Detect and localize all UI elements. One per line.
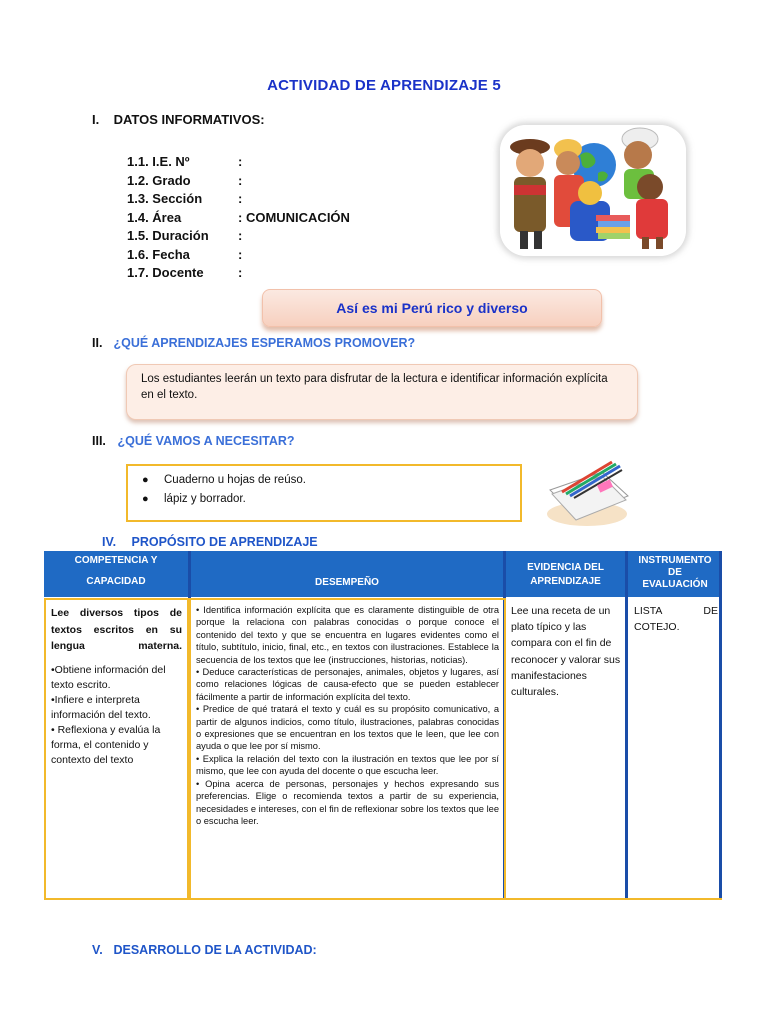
- dato-ie: [127, 153, 350, 172]
- learning-goal-box: Los estudiantes leerán un texto para disfrutar de la lectura e identificar información explícita en el texto.: [126, 364, 638, 420]
- section-label: ¿QUÉ VAMOS A NECESITAR?: [117, 434, 295, 448]
- section-number: IV.: [102, 535, 117, 549]
- header-text: COMPETENCIA Y: [74, 555, 158, 566]
- section-datos-heading: [92, 112, 265, 127]
- section-desarrollo-heading: [92, 943, 317, 957]
- dato-label: 1.3. Sección: [127, 191, 203, 206]
- capacidad-item: •Infiere e interpreta información del texto.: [51, 693, 151, 721]
- bullet-icon: ●: [142, 493, 149, 505]
- dato-value: :: [238, 246, 243, 262]
- section-number: V.: [92, 943, 103, 957]
- desempeno-item: • Deduce características de personajes, animales, objetos y lugares, así como relaciones lógicas de causa-efecto que se pueden establecer fácilmente a partir de información explícita del texto.: [196, 667, 499, 702]
- activity-title-banner: Así es mi Perú rico y diverso: [262, 289, 602, 327]
- header-text: EVIDENCIA DEL APRENDIZAJE: [527, 562, 604, 587]
- desempeno-item: • Predice de qué tratará el texto y cuál es su propósito comunicativo, a partir de algunos indicios, como título, ilustraciones, palabras conocidas o expresiones que se encuentran en los textos que le leen, que lee con ayuda o que lee por sí mismo.: [196, 704, 499, 752]
- section-aprendizajes-heading: [92, 336, 415, 350]
- dato-label: 1.1. I.E. Nº: [127, 154, 190, 169]
- header-desempeno: [191, 551, 503, 597]
- section-number: I.: [92, 112, 100, 127]
- header-competencia: [44, 551, 188, 597]
- header-text: DESEMPEÑO: [315, 577, 379, 588]
- header-text: DE: [668, 567, 682, 578]
- competencia-text: Lee diversos tipos de textos escritos en su lengua materna.: [51, 607, 182, 652]
- desempeno-item: • Opina acerca de personas, personajes y hechos expresando sus preferencias. Elige o recomienda textos a partir de su experiencia, necesidades e intereses, con el fin de reflexionar sobre los textos que lee o escucha leer.: [196, 778, 499, 826]
- section-label: DESARROLLO DE LA ACTIVIDAD:: [113, 943, 317, 957]
- table-bottom-border: [44, 898, 722, 900]
- dato-duracion: [127, 227, 350, 246]
- capacidad-item: •Obtiene información del texto escrito.: [51, 663, 166, 691]
- dato-value: :: [238, 172, 243, 188]
- section-number: II.: [92, 336, 103, 350]
- dato-label: 1.4. Área: [127, 209, 182, 225]
- dato-value: :: [238, 154, 243, 169]
- datos-list: [127, 153, 350, 283]
- dato-value: :: [238, 265, 243, 280]
- dato-value: :: [238, 228, 243, 243]
- section-number: III.: [92, 434, 106, 448]
- section-label: PROPÓSITO DE APRENDIZAJE: [131, 535, 318, 549]
- desempeno-item: • Explica la relación del texto con la ilustración en textos que lee por sí mismo, que lee con ayuda del docente o que escucha leer.: [196, 753, 499, 777]
- cell-evidencia: Lee una receta de un plato típico y las compara con el fin de reconocer y valorar sus manifestaciones culturales.: [511, 605, 621, 699]
- bullet-icon: ●: [142, 474, 149, 486]
- dato-label: 1.6. Fecha: [127, 246, 190, 262]
- dato-label: 1.7. Docente: [127, 265, 204, 280]
- header-text: INSTRUMENTO: [638, 555, 712, 566]
- capacidad-item: • Reflexiona y evalúa la forma, el contenido y contexto del texto: [51, 723, 161, 766]
- materials-box: [126, 464, 522, 522]
- header-instrumento: [628, 551, 722, 597]
- dato-value: :: [238, 191, 243, 206]
- section-necesitar-heading: [92, 434, 295, 448]
- dato-area: [127, 209, 350, 228]
- dato-label: 1.2. Grado: [127, 172, 191, 188]
- header-evidencia: [505, 551, 626, 597]
- children-globe-illustration: [500, 125, 686, 256]
- cell-desempeno: [189, 598, 506, 900]
- page-title: ACTIVIDAD DE APRENDIZAJE 5: [267, 77, 501, 94]
- material-item: [142, 490, 520, 509]
- section-label: ¿QUÉ APRENDIZAJES ESPERAMOS PROMOVER?: [113, 336, 416, 350]
- dato-label: 1.5. Duración: [127, 228, 209, 243]
- pencils-notebook-illustration: [542, 452, 632, 532]
- spacer: [51, 655, 182, 663]
- cell-instrumento: LISTA DE COTEJO.: [634, 605, 718, 633]
- material-text: lápiz y borrador.: [164, 493, 246, 505]
- header-text: EVALUACIÓN: [642, 579, 708, 590]
- dato-seccion: [127, 190, 350, 209]
- desempeno-item: • Identifica información explícita que es claramente distinguible de otra porque la relaciona con palabras conocidas o porque conoce el contenido del texto y que se encuentra en lugares evidentes como el título, subtítulo, inicio, final, etc., en textos con ilustraciones. Establece la secuencia de los textos que lee (instrucciones, historias, noticias).: [196, 605, 499, 665]
- section-proposito-heading: [102, 535, 318, 549]
- cell-competencia: [44, 598, 189, 900]
- dato-grado: [127, 172, 350, 191]
- dato-docente: [127, 264, 350, 283]
- dato-fecha: [127, 246, 350, 265]
- material-item: [142, 471, 520, 490]
- section-label: DATOS INFORMATIVOS:: [113, 112, 265, 127]
- material-text: Cuaderno u hojas de reúso.: [164, 474, 306, 486]
- dato-value: : COMUNICACIÓN: [238, 209, 350, 225]
- header-text: CAPACIDAD: [86, 576, 146, 587]
